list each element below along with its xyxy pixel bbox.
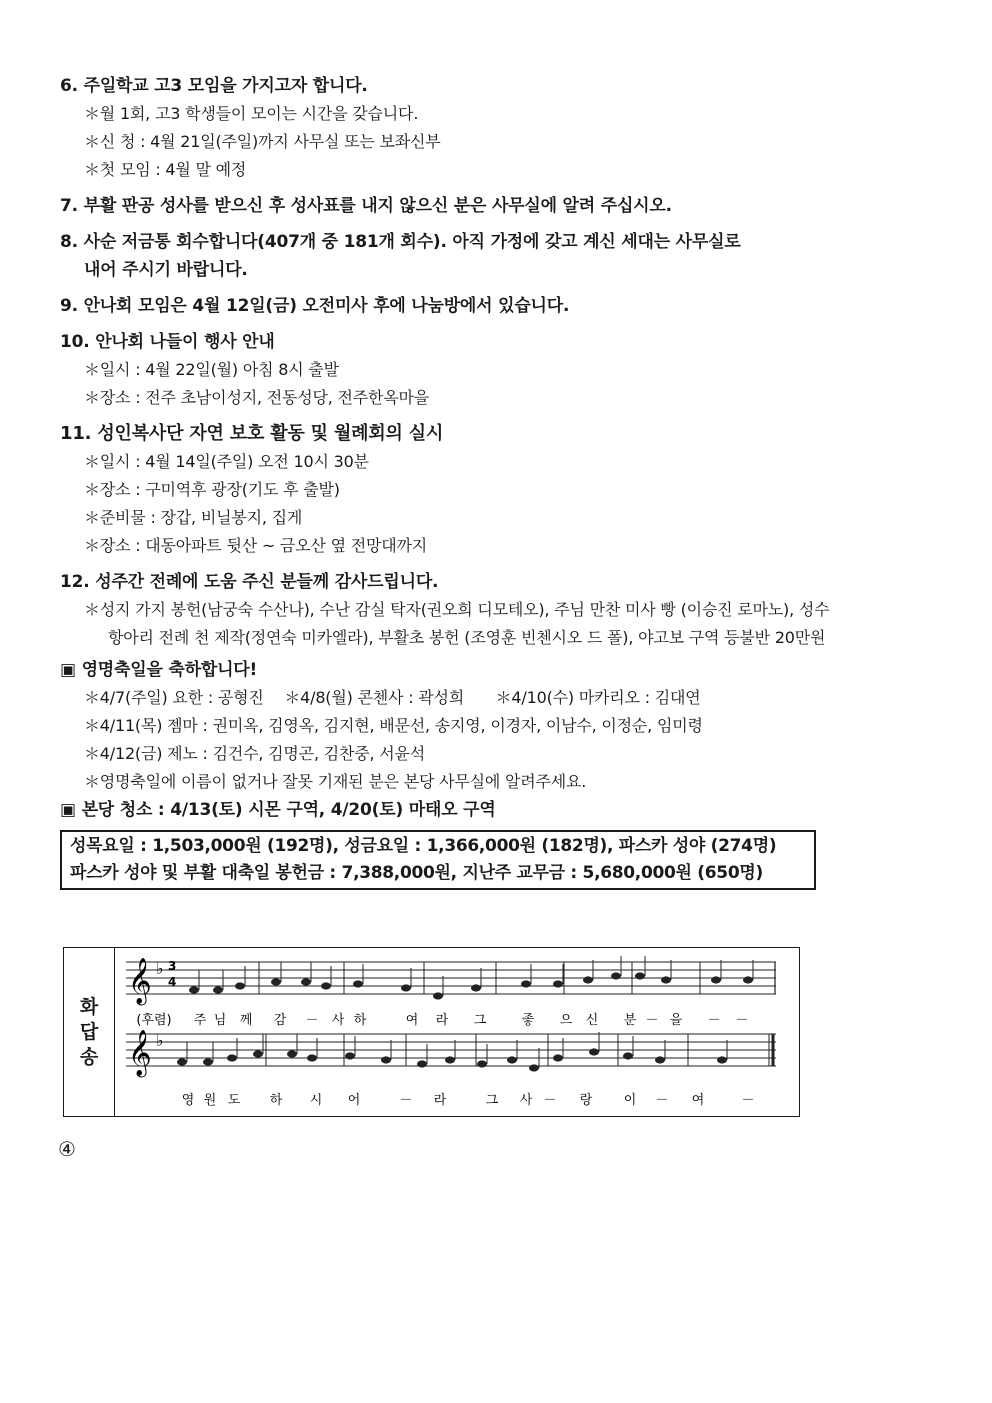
note-head	[717, 1056, 727, 1063]
note-head	[477, 1060, 487, 1067]
announcement-detail: ＊신 청 : 4월 21일(주일)까지 사무실 또는 보좌신부	[84, 132, 441, 151]
lyric-syllable: －	[645, 1013, 659, 1028]
note-head	[553, 1054, 563, 1061]
psalm-label-char: 송	[79, 1045, 99, 1068]
note-head	[307, 1054, 317, 1061]
offering-line: 성목요일 : 1,503,000원 (192명), 성금요일 : 1,366,000원 (182명), 파스카 성야 (274명)	[70, 836, 777, 856]
note-head	[271, 978, 281, 985]
responsorial-psalm-box	[63, 947, 800, 1117]
music-score	[116, 948, 796, 1116]
note-head	[353, 980, 363, 987]
announcement-detail: ＊장소 : 전주 초남이성지, 전동성당, 전주한옥마을	[84, 388, 430, 407]
flat-key-signature: ♭	[156, 1031, 164, 1050]
lyric-syllable: 시	[309, 1093, 323, 1108]
lyric-syllable: －	[655, 1093, 669, 1108]
psalm-label	[64, 948, 115, 1116]
lyric-syllable: 사	[519, 1093, 533, 1108]
note-head	[433, 992, 443, 999]
announcement-item	[60, 292, 820, 320]
lyric-syllable: 라	[433, 1093, 447, 1108]
note-head	[287, 1050, 297, 1057]
note-head	[589, 1048, 599, 1055]
note-head	[189, 986, 199, 993]
lyric-syllable: 어	[347, 1093, 361, 1108]
announcement-detail: ＊일시 : 4월 14일(주일) 오전 10시 30분	[84, 452, 369, 471]
flat-key-signature: ♭	[156, 959, 164, 978]
lyric-syllable: 그	[473, 1013, 487, 1028]
lyric-syllable: －	[735, 1013, 749, 1028]
lyric-syllable: －	[741, 1093, 755, 1108]
feast-title: ▣ 영명축일을 축하합니다!	[60, 660, 258, 680]
announcement-item	[60, 192, 820, 220]
announcement-detail: ＊일시 : 4월 22일(월) 아침 8시 출발	[84, 360, 339, 379]
announcement-item	[60, 420, 820, 560]
note-head	[471, 984, 481, 991]
time-signature: 4	[168, 975, 177, 989]
announcement-item	[60, 72, 820, 184]
lyric-syllable: 라	[435, 1013, 449, 1028]
announcement-item	[60, 568, 830, 652]
announcement-detail: ＊첫 모임 : 4월 말 예정	[84, 160, 247, 179]
note-head	[623, 1052, 633, 1059]
lyric-syllable: 하	[353, 1013, 367, 1028]
lyric-syllable: 영	[181, 1093, 195, 1108]
offering-line: 파스카 성야 및 부활 대축일 봉헌금 : 7,388,000원, 지난주 교무금 : 5,680,000원 (650명)	[70, 863, 763, 883]
note-head	[401, 984, 411, 991]
announcement-continuation: 내어 주시기 바랍니다.	[84, 260, 248, 280]
lyric-syllable: 원	[203, 1093, 217, 1108]
lyric-syllable: 님	[213, 1013, 227, 1028]
treble-clef: 𝄞	[128, 1030, 152, 1076]
lyric-syllable: －	[707, 1013, 721, 1028]
lyric-syllable: －	[543, 1093, 557, 1108]
announcement-title: 8. 사순 저금통 회수합니다(407개 중 181개 회수). 아직 가정에 갖고 계신 세대는 사무실로	[60, 232, 741, 252]
lyric-syllable: (후렴)	[136, 1013, 172, 1028]
note-head	[301, 978, 311, 985]
lyric-syllable: －	[399, 1093, 413, 1108]
feast-line: ＊4/7(주일) 요한 : 공형진 ＊4/8(월) 콘첸사 : 곽성희 ＊4/10(수) 마카리오 : 김대연	[84, 688, 701, 707]
note-head	[253, 1050, 263, 1057]
note-head	[227, 1054, 237, 1061]
treble-clef: 𝄞	[128, 958, 152, 1004]
note-head	[743, 976, 753, 983]
lyric-syllable: 분	[623, 1013, 637, 1028]
time-signature: 3	[168, 959, 177, 973]
lyric-syllable: 랑	[579, 1093, 593, 1108]
note-head	[213, 986, 223, 993]
announcement-detail: ＊성지 가지 봉헌(남궁숙 수산나), 수난 감실 탁자(권오희 디모테오), 주님 만찬 미사 빵 (이승진 로마노), 성수 항아리 전례 천 제작(정연숙 미카엘라), 부활초 봉헌 (조영훈 빈첸시오 드 폴), 야고보 구역 등불반 20만원	[84, 600, 830, 647]
lyric-syllable: 하	[269, 1093, 283, 1108]
lyric-syllable: 사	[331, 1013, 345, 1028]
lyric-syllable: 으	[559, 1013, 573, 1028]
lyric-syllable: 여	[405, 1013, 419, 1028]
page-number: ④	[58, 1137, 76, 1161]
lyric-syllable: －	[305, 1013, 319, 1028]
note-head	[711, 976, 721, 983]
announcement-detail: ＊월 1회, 고3 학생들이 모이는 시간을 갖습니다.	[84, 104, 419, 123]
announcement-title: 11. 성인복사단 자연 보호 활동 및 월례회의 실시	[60, 423, 444, 444]
feast-line: ＊4/12(금) 제노 : 김건수, 김명곤, 김찬중, 서윤석	[84, 744, 426, 763]
announcement-item	[60, 328, 820, 412]
psalm-label-char: 화	[79, 995, 99, 1018]
lyric-syllable: 감	[273, 1013, 287, 1028]
note-head	[553, 980, 563, 987]
announcement-title: 10. 안나회 나들이 행사 안내	[60, 332, 275, 352]
psalm-label-char: 답	[79, 1020, 99, 1043]
lyric-syllable: 신	[585, 1013, 599, 1028]
bulletin-page	[60, 72, 830, 890]
lyric-syllable: 도	[227, 1093, 241, 1108]
announcement-title: 6. 주일학교 고3 모임을 가지고자 합니다.	[60, 76, 368, 96]
lyric-syllable: 여	[691, 1093, 705, 1108]
note-head	[583, 976, 593, 983]
note-head	[521, 980, 531, 987]
note-head	[445, 1056, 455, 1063]
feast-line: ＊영명축일에 이름이 없거나 잘못 기재된 분은 본당 사무실에 알려주세요.	[84, 772, 587, 791]
offering-box	[60, 830, 816, 890]
note-head	[381, 1056, 391, 1063]
lyric-syllable: 이	[623, 1093, 637, 1108]
note-head	[235, 982, 245, 989]
note-head	[661, 976, 671, 983]
lyric-syllable: 좋	[521, 1013, 535, 1028]
note-head	[417, 1060, 427, 1067]
announcement-title: 9. 안나회 모임은 4월 12일(금) 오전미사 후에 나눔방에서 있습니다.	[60, 296, 570, 316]
note-head	[203, 1058, 213, 1065]
note-head	[635, 972, 645, 979]
note-head	[321, 982, 331, 989]
feast-line: ＊4/11(목) 젬마 : 권미옥, 김영옥, 김지현, 배문선, 송지영, 이경자, 이남수, 이정순, 임미령	[84, 716, 703, 735]
lyric-syllable: 주	[193, 1013, 207, 1028]
announcement-title: 7. 부활 판공 성사를 받으신 후 성사표를 내지 않으신 분은 사무실에 알려 주십시오.	[60, 196, 672, 216]
note-head	[655, 1056, 665, 1063]
lyric-syllable: 그	[485, 1093, 499, 1108]
lyric-syllable: 을	[669, 1013, 683, 1028]
note-head	[345, 1052, 355, 1059]
announcement-detail: ＊장소 : 구미역후 광장(기도 후 출발)	[84, 480, 340, 499]
announcement-item	[60, 228, 820, 284]
announcement-title: 12. 성주간 전례에 도움 주신 분들께 감사드립니다.	[60, 572, 439, 592]
announcement-detail: ＊준비물 : 장갑, 비닐봉지, 집게	[84, 508, 303, 527]
announcement-detail: ＊장소 : 대동아파트 뒷산 ~ 금오산 옆 전망대까지	[84, 536, 428, 555]
note-head	[177, 1058, 187, 1065]
note-head	[529, 1064, 539, 1071]
note-head	[611, 972, 621, 979]
cleaning-notice: ▣ 본당 청소 : 4/13(토) 시몬 구역, 4/20(토) 마태오 구역	[60, 800, 496, 820]
note-head	[507, 1056, 517, 1063]
lyric-syllable: 께	[239, 1013, 253, 1028]
